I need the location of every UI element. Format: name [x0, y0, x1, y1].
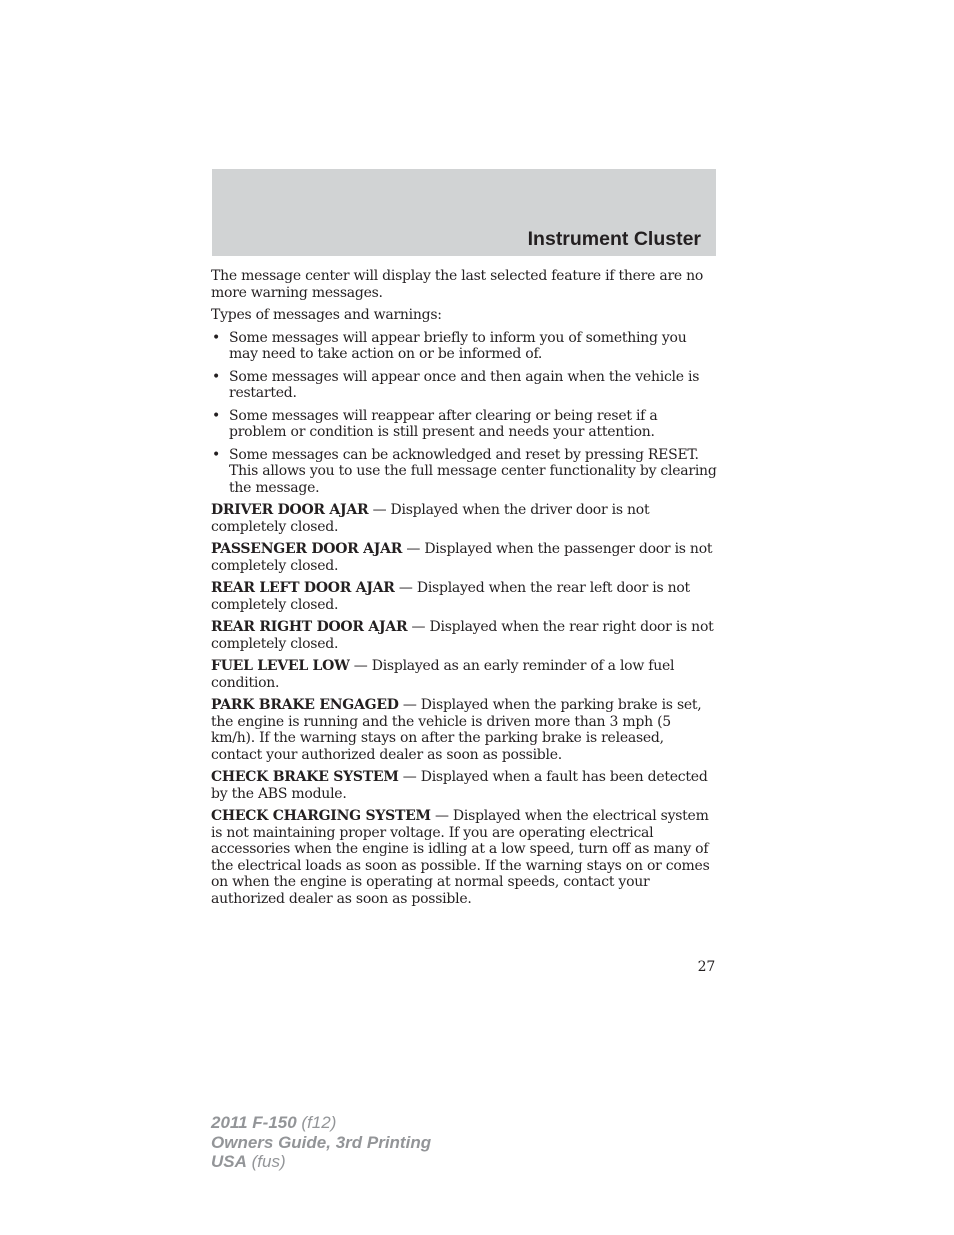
footer-guide: Owners Guide, 3rd Printing — [211, 1132, 432, 1152]
list-item-text: Some messages will reappear after clearing or being reset if a problem or condition is still present and needs your attention. — [229, 407, 658, 440]
list-item-text: Some messages will appear briefly to inform you of something you may need to take action on or be informed of. — [229, 329, 687, 362]
definition-term: PASSENGER DOOR AJAR — [211, 541, 403, 557]
section-header-band — [212, 169, 716, 256]
definition-term: CHECK CHARGING SYSTEM — [211, 808, 431, 824]
definition-check-charging-system — [211, 808, 717, 907]
list-item-text: Some messages will appear once and then again when the vehicle is restarted. — [229, 368, 700, 401]
definition-text: — Displayed when a fault has been detected by the ABS module. — [211, 769, 708, 802]
list-item — [211, 369, 717, 402]
footer-line-model — [211, 1113, 431, 1133]
bullet-icon: • — [212, 407, 221, 424]
definition-text: — Displayed when the driver door is not completely closed. — [211, 502, 650, 535]
definition-park-brake-engaged — [211, 697, 717, 763]
definition-text: — Displayed when the rear left door is not completely closed. — [211, 580, 690, 613]
definition-term: DRIVER DOOR AJAR — [211, 502, 369, 518]
definition-text: — Displayed when the parking brake is set, the engine is running and the vehicle is driven more than 3 mph (5 km/h). If the warning stays on after the parking brake is released, contact your authorized dealer as soon as possible. — [211, 697, 702, 763]
definition-text: — Displayed when the electrical system is not maintaining proper voltage. If you are operating electrical accessories when the engine is idling at a low speed, turn off as many of the electrical loads as soon as possible. If the warning stays on or comes on when the engine is operating at normal speeds, contact your authorized dealer as soon as possible. — [211, 808, 710, 907]
message-types-list — [211, 330, 717, 497]
list-item — [211, 447, 717, 497]
intro-paragraph: Types of messages and warnings: — [211, 307, 442, 323]
document-footer — [211, 1113, 431, 1172]
definition-driver-door-ajar — [211, 502, 717, 535]
section-title: Instrument Cluster — [527, 228, 701, 250]
definition-fuel-level-low — [211, 658, 717, 691]
list-item — [211, 408, 717, 441]
definition-passenger-door-ajar — [211, 541, 717, 574]
definition-check-brake-system — [211, 769, 717, 802]
list-item — [211, 330, 717, 363]
definition-text: — Displayed when the rear right door is not completely closed. — [211, 619, 714, 652]
definition-text: — Displayed as an early reminder of a low fuel condition. — [211, 658, 675, 691]
definition-term: FUEL LEVEL LOW — [211, 658, 350, 674]
definition-term: REAR RIGHT DOOR AJAR — [211, 619, 408, 635]
footer-model-code: (f12) — [296, 1113, 337, 1132]
page-content — [211, 268, 717, 913]
definition-term: CHECK BRAKE SYSTEM — [211, 769, 399, 785]
definition-rear-left-door-ajar — [211, 580, 717, 613]
definition-term: REAR LEFT DOOR AJAR — [211, 580, 395, 596]
footer-market-code: (fus) — [246, 1152, 286, 1171]
page-number: 27 — [697, 959, 715, 975]
list-item-text: Some messages can be acknowledged and reset by pressing RESET. This allows you to use the full message center functionality by clearing the message. — [229, 446, 717, 496]
footer-line-guide — [211, 1133, 431, 1153]
definition-rear-right-door-ajar — [211, 619, 717, 652]
intro-paragraph: The message center will display the last selected feature if there are no more warning messages. — [211, 268, 704, 301]
bullet-icon: • — [212, 368, 221, 385]
footer-line-market — [211, 1152, 431, 1172]
definition-text: — Displayed when the passenger door is not completely closed. — [211, 541, 713, 574]
definition-term: PARK BRAKE ENGAGED — [211, 697, 399, 713]
bullet-icon: • — [212, 329, 221, 346]
footer-model: 2011 F-150 — [211, 1113, 297, 1132]
footer-market: USA — [211, 1152, 247, 1171]
bullet-icon: • — [212, 446, 221, 463]
